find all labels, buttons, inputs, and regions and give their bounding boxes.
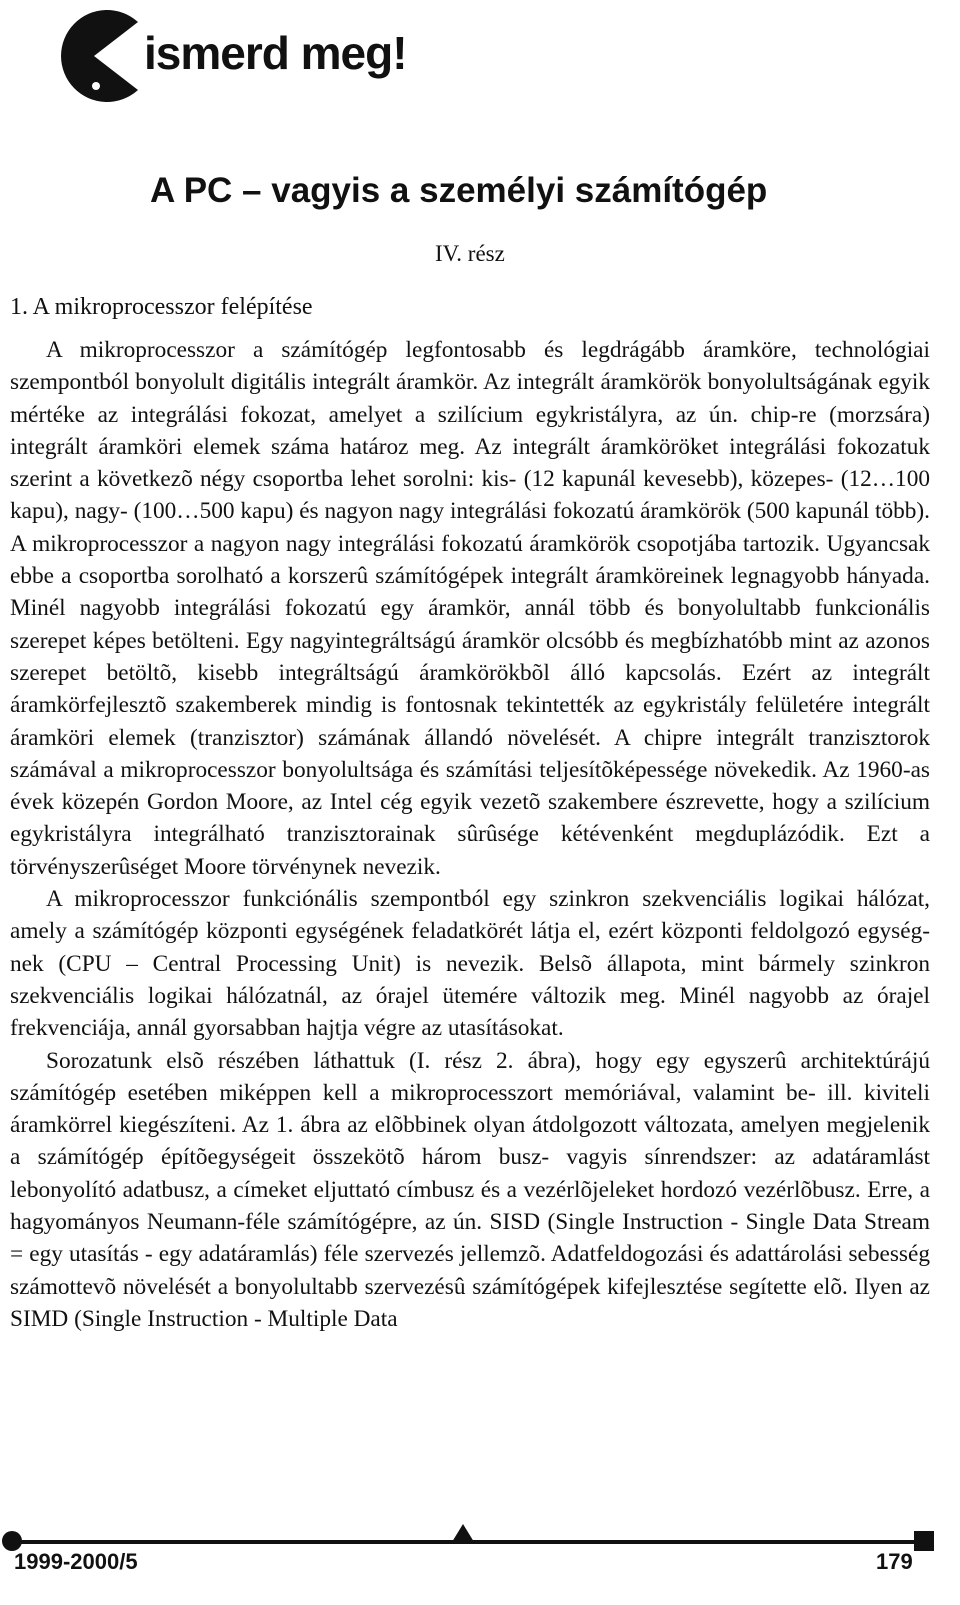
page-footer [0, 1515, 960, 1605]
article-body [10, 334, 930, 1335]
page-number: 179 [876, 1549, 913, 1574]
section-heading: 1. A mikroprocesszor felépítése [10, 294, 313, 320]
issue-number: 1999-2000/5 [14, 1549, 138, 1574]
pacman-logo-icon [46, 6, 156, 102]
article-title: A PC – vagyis a személyi számítógép [150, 171, 768, 210]
paragraph: A mikroprocesszor a számítógép legfontosabb és legdrágább áramköre, technológiai szempontból bonyolult digitális integrált áramkör. Az integrált áramkörök bonyolultságának egyik mértéke az integrálási fokozat, amelyet a szilícium egykristályra, az ún. chip-re (morzsára) integrált áramköri elemek száma határoz meg. Az integrált áramköröket integrálási fokozatuk szerint a következõ négy csoportba lehet sorolni: kis- (12 kapunál kevesebb), közepes- (12…100 kapu), nagy- (100…500 kapu) és nagyon nagy integrálási fokozatú áramkörök (500 kapunál több). A mikroprocesszor a nagyon nagy integrálási fokozatú áramkörök csopotjába tartozik. Ugyancsak ebbe a csoportba sorolható a korszerû számítógépek integrált áramköreinek legnagyobb hányada. Minél nagyobb integrálási fokozatú egy áramkör, annál több és bonyolultabb funkcionális szerepet képes betölteni. Egy nagyintegráltságú áramkör olcsóbb és megbízhatóbb mint az azonos szerepet betöltõ, kisebb integráltságú áramkörökbõl álló kapcsolás. Ezért az integrált áramkörfejlesztõ szakemberek mindig is fontosnak tekintették az egykristály felületére integrált áramköri elemek (tranzisztor) számának állandó növelését. A chipre integrált tranzisztorok számával a mikroprocesszor bonyolultsága és számítási teljesítõképessége növekedik. Az 1960-as évek közepén Gordon Moore, az Intel cég egyik vezetõ szakembere észrevette, hogy a szilícium egykristályra integrálható tranzisztorainak sûrûsége kétévenként megduplázódik. Ezt a törvényszerûséget Moore törvénynek nevezik. [10, 337, 930, 880]
article-part: IV. rész [435, 241, 505, 266]
circle-marker-icon [2, 1531, 22, 1551]
triangle-marker-icon [452, 1524, 474, 1542]
paragraph: Sorozatunk elsõ részében láthattuk (I. rész 2. ábra), hogy egy egyszerû architektúrájú számítógép esetében miképpen kell a mikroprocesszort memóriával, valamint be- ill. kiviteli áramkörrel kiegészíteni. Az 1. ábra az elõbbinek olyan átdolgozott változata, amelyen megjelenik a számítógép építõegységeit összekötõ három busz- vagyis sínrendszer: az adatáramlást lebonyolító adatbusz, a címeket eljuttató címbusz és a vezérlõjeleket hordozó vezérlõbusz. Erre, a hagyományos Neumann-féle számítógépre, az ún. SISD (Single Instruction - Single Data Stream = egy utasítás - egy adatáramlás) féle szervezés jellemzõ. Adatfeldogozási és adattárolási sebesség számottevõ növelését a bonyolultabb szervezésû számítógépek kifejlesztése segítette elõ. Ilyen az SIMD (Single Instruction - Multiple Data [10, 1047, 930, 1332]
magazine-logo [46, 6, 466, 102]
paragraph: A mikroprocesszor funkciónális szempontból egy szinkron szekvenciális logikai hálózat, amely a számítógép központi egységének feladatkörét látja el, ezért központi feldolgozó egység-nek (CPU – Central Processing Unit) is nevezik. Belsõ állapota, mint bármely szinkron szekvenciális logikai hálózatnál, az órajel ütemére változik meg. Minél nagyobb az órajel frekvenciája, annál gyorsabban hajtja végre az utasításokat. [10, 886, 930, 1042]
square-marker-icon [914, 1531, 934, 1551]
logo-text: ismerd meg! [144, 27, 407, 79]
